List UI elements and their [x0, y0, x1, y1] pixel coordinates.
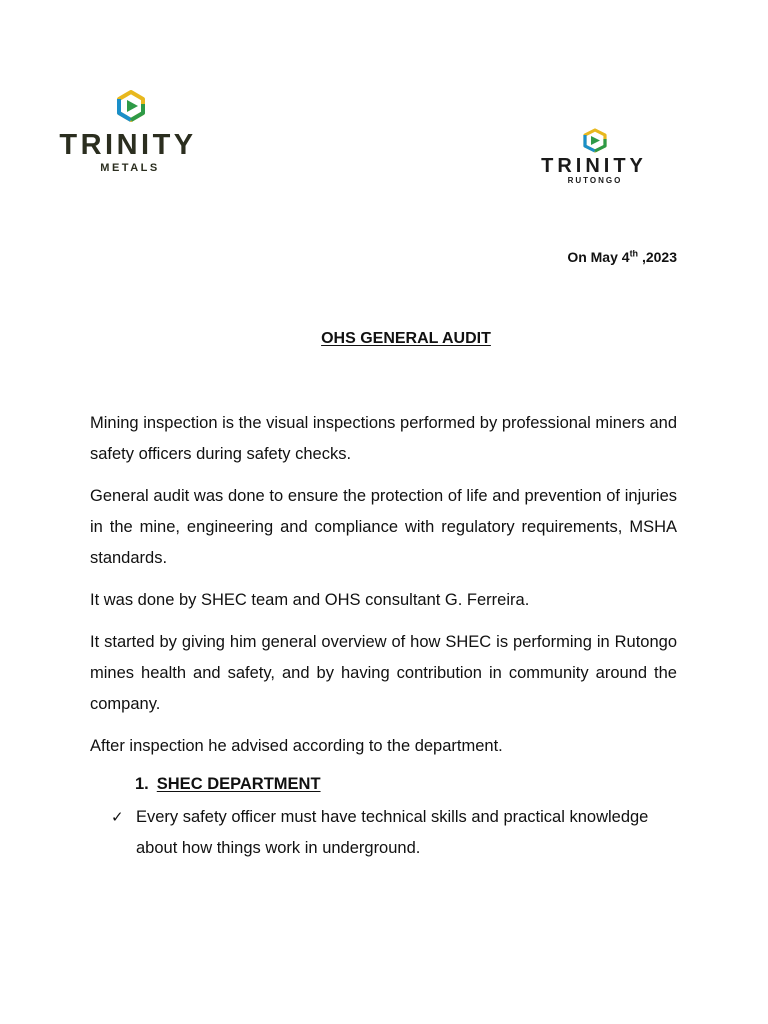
paragraph: General audit was done to ensure the protection of life and prevention of injuries in the mine, engineering and compliance with regulatory requirements, MSHA standards.	[90, 487, 677, 567]
list-item	[111, 802, 681, 864]
paragraph: It started by giving him general overview of how SHEC is performing in Rutongo mines health and safety, and by having contribution in community around the company.	[90, 633, 677, 713]
logo-right-name: TRINITY	[541, 155, 647, 177]
section-number: 1.	[135, 775, 149, 793]
section-label: SHEC DEPARTMENT	[156, 775, 321, 793]
date-suffix: ,2023	[638, 249, 677, 265]
date-ordinal: th	[629, 248, 639, 259]
document-title: OHS GENERAL AUDIT	[321, 330, 491, 347]
document-body	[90, 408, 677, 773]
trinity-emblem-icon	[585, 130, 605, 151]
paragraph: It was done by SHEC team and OHS consultant G. Ferreira.	[90, 591, 530, 609]
logo-left-sub: METALS	[100, 162, 160, 174]
document-date	[567, 249, 677, 265]
list-item-text: Every safety officer must have technical skills and practical knowledge about how things work in underground.	[136, 808, 649, 857]
paragraph: After inspection he advised according to the department.	[90, 737, 503, 755]
paragraph: Mining inspection is the visual inspections performed by professional miners and safety officers during safety checks.	[90, 414, 677, 463]
logo-right-sub: RUTONGO	[567, 176, 623, 185]
trinity-metals-logo	[48, 90, 208, 174]
date-prefix: On May 4	[567, 249, 630, 265]
trinity-emblem-icon	[119, 92, 143, 120]
section-heading	[135, 775, 321, 794]
trinity-rutongo-logo	[524, 128, 664, 186]
checkmark-icon: ✓	[111, 808, 124, 826]
logo-left-name: TRINITY	[59, 129, 197, 161]
